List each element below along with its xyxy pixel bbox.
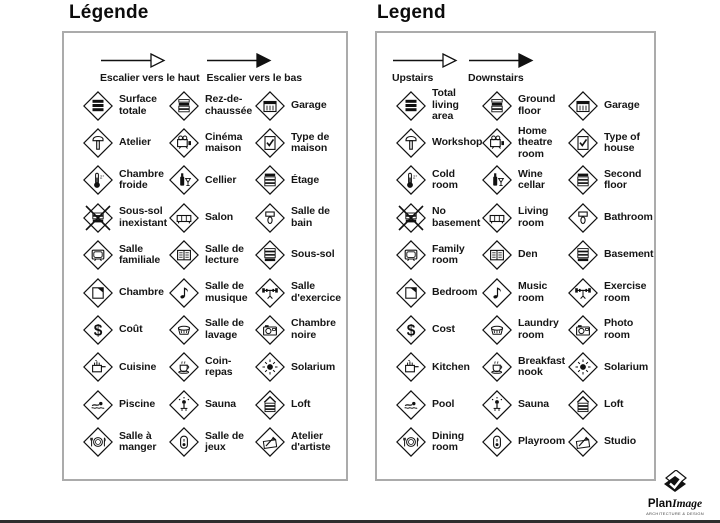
legend-entry — [169, 311, 255, 348]
stair-arrows-row — [64, 33, 346, 85]
open-arrow-icon — [100, 52, 166, 69]
workshop-icon — [396, 128, 426, 158]
legend-entry — [169, 424, 255, 461]
legend-entry-label: Family room — [432, 242, 465, 267]
pool-icon — [83, 390, 113, 420]
arrow-label: Upstairs — [392, 72, 434, 84]
legend-entry — [568, 124, 653, 161]
legend-entry — [83, 162, 169, 199]
legend-entry-label: Cuisine — [119, 360, 157, 373]
legend-entry-label: Second floor — [604, 167, 642, 192]
legend-entry — [255, 87, 342, 124]
legend-entry — [255, 199, 342, 236]
legend-entry-label: Salle à manger — [119, 429, 157, 454]
kitchen-icon — [83, 352, 113, 382]
loft-icon — [255, 390, 285, 420]
legend-entry-label: Music room — [518, 280, 548, 304]
legend-entry — [482, 386, 568, 423]
type-of-house-icon — [568, 128, 598, 158]
legend-entry — [83, 424, 169, 461]
legend-entry — [169, 386, 255, 423]
ground-floor-icon — [482, 91, 512, 121]
arrow-label: Escalier vers le bas — [206, 72, 302, 84]
laundry-room-icon — [169, 315, 199, 345]
legend-entry — [169, 237, 255, 274]
home-theatre-icon — [169, 128, 199, 158]
legend-entry-label: Laundry room — [518, 317, 559, 342]
legend-entry — [396, 124, 482, 161]
legend-entry-label: Salon — [205, 211, 234, 224]
legend-entry-label: Loft — [291, 398, 311, 411]
legend-entry — [482, 237, 568, 274]
legend-entry — [568, 424, 653, 461]
dining-room-icon — [396, 427, 426, 457]
legend-entry-label: Cold room — [432, 167, 458, 192]
second-floor-icon — [255, 165, 285, 195]
den-icon — [482, 240, 512, 270]
legend-entry — [255, 124, 342, 161]
legend-entry — [83, 274, 169, 311]
legend-entry-label: Workshop — [432, 136, 483, 149]
legend-entry — [255, 424, 342, 461]
legend-entry — [396, 274, 482, 311]
studio-icon — [255, 427, 285, 457]
planimage-logo — [639, 470, 711, 516]
legend-entry-label: Pool — [432, 398, 455, 411]
no-basement-icon — [83, 203, 113, 233]
legend-entry-label: Cost — [432, 323, 455, 336]
legend-entry — [568, 274, 653, 311]
sauna-icon — [169, 390, 199, 420]
legend-entry-label: Chambre froide — [119, 167, 164, 192]
legend-entry-label: Chambre noire — [291, 317, 336, 342]
legend-entry-label: Sauna — [205, 398, 237, 411]
filled-arrow-icon — [206, 52, 272, 69]
photo-room-icon — [568, 315, 598, 345]
solarium-icon — [255, 352, 285, 382]
legend-entry-label: No basement — [432, 205, 481, 229]
legend-entry — [83, 199, 169, 236]
legend-entry — [396, 311, 482, 348]
panel-title-english: Legend — [377, 2, 446, 23]
legend-entry — [482, 87, 568, 124]
legend-entry-label: Salle de bain — [291, 205, 330, 229]
legend-entry — [396, 162, 482, 199]
legend-entry-label: Kitchen — [432, 360, 470, 373]
legend-entry — [255, 311, 342, 348]
legend-entry — [255, 274, 342, 311]
legend-entry-label: Photo room — [604, 317, 634, 342]
den-icon — [169, 240, 199, 270]
legend-entry-label: Bedroom — [432, 285, 478, 298]
legend-entry-label: Breakfast nook — [518, 354, 565, 379]
legend-entry-label: Salle d'exercice — [291, 280, 341, 304]
workshop-icon — [83, 128, 113, 158]
legend-entry — [482, 311, 568, 348]
logo-word-plan: Plan — [647, 498, 673, 510]
legend-entry — [83, 311, 169, 348]
legend-entry — [568, 349, 653, 386]
pool-icon — [396, 390, 426, 420]
legend-entry — [255, 162, 342, 199]
legend-entry-label: Salle de musique — [205, 280, 248, 304]
legend-entry-label: Exercise room — [604, 280, 647, 304]
legend-entry-label: Type of house — [604, 130, 640, 155]
planimage-logo-text — [639, 499, 711, 511]
music-room-icon — [169, 278, 199, 308]
exercise-room-icon — [568, 278, 598, 308]
kitchen-icon — [396, 352, 426, 382]
breakfast-nook-icon — [482, 352, 512, 382]
legend-entry-label: Atelier — [119, 136, 151, 149]
garage-icon — [255, 91, 285, 121]
basement-icon — [568, 240, 598, 270]
legend-entry — [568, 237, 653, 274]
total-area-icon — [83, 91, 113, 121]
type-of-house-icon — [255, 128, 285, 158]
legend-entry-label: Piscine — [119, 398, 156, 411]
garage-icon — [568, 91, 598, 121]
total-area-icon — [396, 91, 426, 121]
legend-entry-label: Salle de lecture — [205, 242, 244, 267]
legend-entry — [396, 349, 482, 386]
wine-cellar-icon — [482, 165, 512, 195]
living-room-icon — [482, 203, 512, 233]
svg-text:2°: 2° — [99, 175, 105, 181]
legend-entry — [482, 124, 568, 161]
legend-entry-label: Bathroom — [604, 211, 653, 224]
second-floor-icon — [568, 165, 598, 195]
svg-text:$: $ — [406, 322, 416, 340]
legend-entry — [255, 386, 342, 423]
legend-entry — [482, 162, 568, 199]
legend-entry — [482, 349, 568, 386]
bathroom-icon — [255, 203, 285, 233]
legend-entry-label: Dining room — [432, 429, 465, 454]
legend-entry-label: Salle familiale — [119, 242, 161, 267]
legend-entry — [169, 199, 255, 236]
legend-entry-label: Rez-de-chaussée — [205, 93, 253, 117]
legend-entry — [83, 87, 169, 124]
legend-entry-label: Studio — [604, 435, 637, 448]
stair-arrows-row — [377, 33, 654, 85]
legend-entry-label: Basement — [604, 248, 654, 261]
living-room-icon — [169, 203, 199, 233]
legend-panel-english — [375, 31, 656, 481]
legend-entry-label: Salle de jeux — [205, 429, 244, 454]
no-basement-icon — [396, 203, 426, 233]
legend-entry — [255, 349, 342, 386]
playroom-icon — [169, 427, 199, 457]
music-room-icon — [482, 278, 512, 308]
legend-entry-label: Chambre — [119, 285, 164, 298]
cold-room-icon — [83, 165, 113, 195]
legend-entry — [568, 87, 653, 124]
legend-entry — [169, 124, 255, 161]
legend-entry — [169, 349, 255, 386]
legend-entry — [169, 162, 255, 199]
legend-entry-label: Sous-sol — [291, 248, 335, 261]
breakfast-nook-icon — [169, 352, 199, 382]
legend-entry — [255, 237, 342, 274]
svg-text:$: $ — [93, 322, 103, 340]
stair-arrow-open — [392, 52, 458, 84]
legend-entry-label: Sauna — [518, 398, 550, 411]
filled-arrow-icon — [468, 52, 534, 69]
legend-entry — [568, 386, 653, 423]
legend-entry — [83, 124, 169, 161]
legend-entry — [396, 386, 482, 423]
legend-grid — [377, 87, 654, 461]
family-room-icon — [83, 240, 113, 270]
legend-entry-label: Surface totale — [119, 93, 157, 117]
legend-entry-label: Étage — [291, 173, 320, 186]
legend-grid — [64, 87, 346, 461]
panel-title-french: Légende — [69, 2, 149, 23]
legend-panel-french — [62, 31, 348, 481]
legend-entry — [396, 424, 482, 461]
ground-floor-icon — [169, 91, 199, 121]
family-room-icon — [396, 240, 426, 270]
exercise-room-icon — [255, 278, 285, 308]
laundry-room-icon — [482, 315, 512, 345]
sauna-icon — [482, 390, 512, 420]
legend-entry-label: Garage — [604, 98, 640, 111]
bedroom-icon — [83, 278, 113, 308]
loft-icon — [568, 390, 598, 420]
legend-entry-label: Home theatre room — [518, 124, 553, 160]
legend-entry-label: Solarium — [604, 360, 649, 373]
legend-entry-label: Living room — [518, 205, 549, 229]
legend-entry-label: Sous-sol inexistant — [119, 205, 168, 229]
planimage-logo-icon — [662, 470, 688, 494]
legend-entry-label: Den — [518, 248, 538, 261]
legend-entry-label: Cellier — [205, 173, 237, 186]
legend-entry — [482, 199, 568, 236]
legend-entry-label: Type de maison — [291, 130, 330, 155]
legend-entry-label: Coin-repas — [205, 354, 233, 379]
logo-tagline: ARCHITECTURE & DESIGN — [646, 511, 704, 516]
stair-arrow-filled — [206, 52, 302, 84]
home-theatre-icon — [482, 128, 512, 158]
basement-icon — [255, 240, 285, 270]
legend-entry-label: Loft — [604, 398, 624, 411]
legend-entry-label: Ground floor — [518, 93, 556, 117]
stair-arrow-open — [100, 52, 199, 84]
photo-room-icon — [255, 315, 285, 345]
cost-icon — [396, 315, 426, 345]
cold-room-icon — [396, 165, 426, 195]
legend-entry-label: Cinéma maison — [205, 130, 243, 155]
legend-entry — [396, 87, 482, 124]
legend-entry — [83, 349, 169, 386]
bathroom-icon — [568, 203, 598, 233]
dining-room-icon — [83, 427, 113, 457]
legend-entry-label: Solarium — [291, 360, 336, 373]
solarium-icon — [568, 352, 598, 382]
legend-entry — [482, 424, 568, 461]
cost-icon — [83, 315, 113, 345]
legend-entry — [568, 162, 653, 199]
legend-entry — [396, 237, 482, 274]
open-arrow-icon — [392, 52, 458, 69]
wine-cellar-icon — [169, 165, 199, 195]
playroom-icon — [482, 427, 512, 457]
bedroom-icon — [396, 278, 426, 308]
legend-entry — [83, 386, 169, 423]
legend-entry — [482, 274, 568, 311]
legend-entry-label: Wine cellar — [518, 167, 545, 192]
legend-entry — [568, 199, 653, 236]
stair-arrow-filled — [468, 52, 534, 84]
legend-entry — [568, 311, 653, 348]
legend-entry-label: Atelier d'artiste — [291, 429, 331, 454]
legend-entry — [169, 274, 255, 311]
legend-entry-label: Garage — [291, 98, 327, 111]
legend-entry-label: Total living area — [432, 87, 459, 123]
arrow-label: Downstairs — [468, 72, 524, 84]
legend-entry-label: Salle de lavage — [205, 317, 244, 342]
logo-word-image: Image — [672, 498, 703, 510]
svg-text:2°: 2° — [412, 175, 418, 181]
legend-entry-label: Coût — [119, 323, 143, 336]
arrow-label: Escalier vers le haut — [100, 72, 200, 84]
legend-entry — [396, 199, 482, 236]
studio-icon — [568, 427, 598, 457]
legend-entry — [83, 237, 169, 274]
legend-entry-label: Playroom — [518, 435, 566, 448]
legend-entry — [169, 87, 255, 124]
